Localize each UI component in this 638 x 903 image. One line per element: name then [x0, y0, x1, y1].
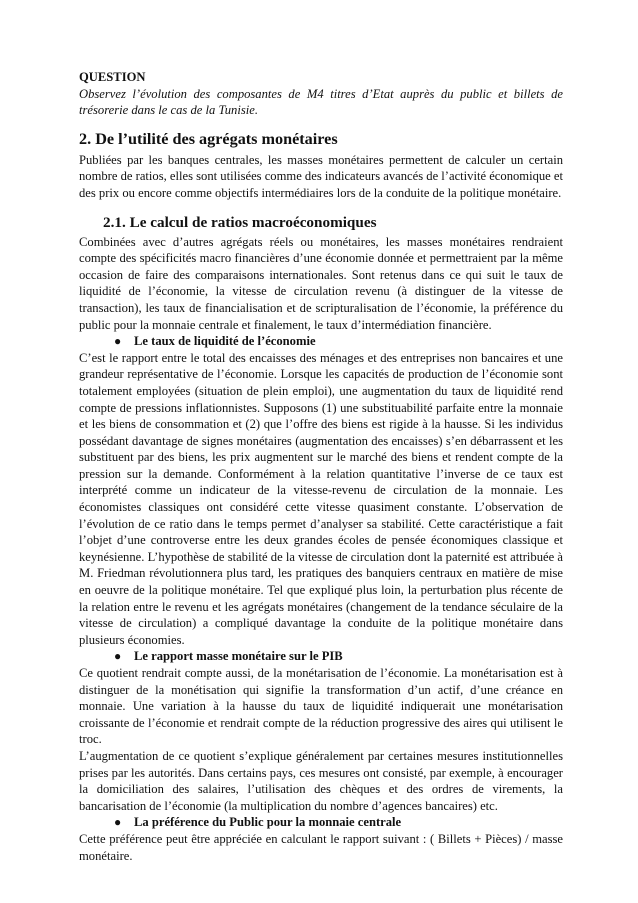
- bullet-heading-preference: [114, 814, 563, 831]
- bullet-icon: ●: [114, 334, 122, 349]
- paragraph-preference: Cette préférence peut être appréciée en calculant le rapport suivant : ( Billets + Pièces) / masse monétaire.: [79, 831, 563, 863]
- bullet-icon: ●: [114, 649, 122, 664]
- bullet-heading-liquidite: [114, 333, 563, 350]
- bullet-heading-masse-pib: [114, 648, 563, 665]
- bullet-title: La préférence du Public pour la monnaie centrale: [134, 815, 402, 830]
- bullet-title: Le taux de liquidité de l’économie: [134, 334, 316, 349]
- section-2-intro: Publiées par les banques centrales, les masses monétaires permettent de calculer un certain nombre de ratios, elles sont utilisées comme des indicateurs avancés de l’activité économique et des prix ou encore comme objectifs intermédiaires lors de la conduite de la politique monétaire.: [79, 152, 563, 200]
- question-text: Observez l’évolution des composantes de M4 titres d’Etat auprès du public et billets de trésorerie dans le cas de la Tunisie.: [79, 86, 563, 118]
- question-label: QUESTION: [79, 70, 146, 84]
- bullet-title: Le rapport masse monétaire sur le PIB: [134, 649, 343, 664]
- paragraph-liquidite: C’est le rapport entre le total des encaisses des ménages et des entreprises non bancaires et une grandeur représentative de l’économie. Lorsque les capacités de production de l’économie sont totalement employées (situation de plein emploi), une augmentation du taux de liquidité rend compte de pressions inflationnistes. Supposons (1) une substituabilité parfaite entre la monnaie et les biens de consommation et (2) que l’offre des biens est rigide à la hausse. Si les individus possédant davantage de signes monétaires (augmentation des encaisses) s’en débarrassent et les substituent par des biens, les prix augmentent sur le marché des biens et rendent compte de la pression sur la demande. Conformément à la relation quantitative l’inverse de ce taux est interprété comme un indicateur de la vitesse-revenu de circulation de la monnaie. Les économistes classiques ont considéré cette vitesse quasiment constante. L’observation de l’évolution de ce ratio dans le temps permet d’analyser sa stabilité. Cette caractéristique a fait l’objet d’une controverse entre les deux grandes écoles de pensée économiques classique et keynésienne. L’hypothèse de stabilité de la vitesse de circulation dont la paternité est attribuée à M. Friedman révolutionnera plus tard, les pratiques des banquiers centraux en matière de mise en oeuvre de la politique monétaire. Tel que expliqué plus loin, la perturbation plus récente de la relation entre le revenu et les agrégats monétaires (changement de la tendance séculaire de la vitesse de circulation) a compliqué davantage la conduite de la politique monétaire dans plusieurs économies.: [79, 350, 563, 647]
- document-page: [79, 69, 563, 864]
- section-2-1-intro: Combinées avec d’autres agrégats réels ou monétaires, les masses monétaires rendraient compte des spécificités macro financières d’une économie donnée et permettraient par la même occasion de faire des comparaisons internationales. Sont retenus dans ce qui suit le taux de liquidité de l’économie, la vitesse de circulation revenu (à distinguer de la vitesse de transaction), les taux de financialisation et de scripturalisation de l’économie, la préférence du public pour la monnaie centrale et finalement, le taux d’intermédiation financière.: [79, 234, 563, 332]
- section-2-heading: 2. De l’utilité des agrégats monétaires: [79, 129, 338, 148]
- section-2-1-heading: 2.1. Le calcul de ratios macroéconomiques: [103, 213, 377, 231]
- paragraph-masse-pib-1: Ce quotient rendrait compte aussi, de la monétarisation de l’économie. La monétarisation est à distinguer de la monétisation qui signifie la transformation d’un actif, d’une créance en monnaie. Une variation à la hausse du taux de liquidité indiquerait une monétarisation croissante de l’économie et rendrait compte de la réduction progressive des aires qui utilisent le troc.: [79, 666, 563, 747]
- bullet-icon: ●: [114, 815, 122, 830]
- paragraph-masse-pib-2: L’augmentation de ce quotient s’explique généralement par certaines mesures institutionnelles prises par les autorités. Dans certains pays, ces mesures ont consisté, par exemple, à encourager la domiciliation des salaires, l’utilisation des chèques et des ordres de virements, la bancarisation de l’économie (la multiplication du nombre d’agences bancaires) etc.: [79, 748, 563, 813]
